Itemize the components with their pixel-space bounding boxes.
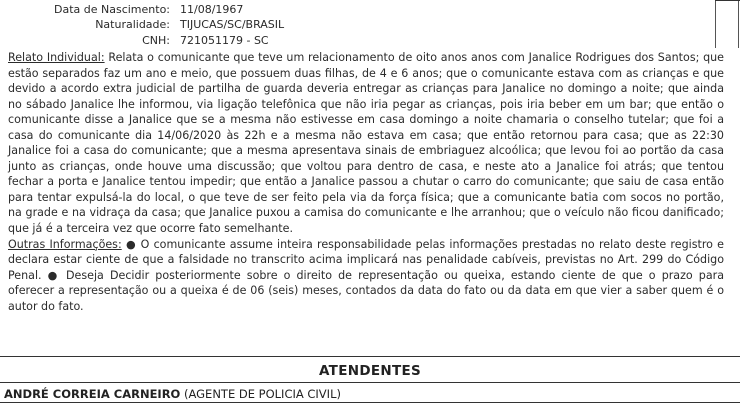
birthplace-value: TIJUCAS/SC/BRASIL (180, 18, 285, 31)
section-top-line (0, 356, 740, 357)
attendant-row (4, 387, 341, 401)
cnh-label: CNH: (142, 34, 170, 47)
birth-date-value: 11/08/1967 (180, 3, 244, 16)
section-bottom-line (0, 402, 740, 403)
outras-text: ● O comunicante assume inteira responsabilidade pelas informações prestadas no relato deste registro e declara estar ciente de que a falsidade no transcrito acima implicará nas penalidade cabíveis, previstas no Art. 299 do Código Penal. ● Deseja Decidir posteriormente sobre o direito de representação ou queixa, estando ciente de que o prazo para oferecer a representação ou a queixa é de 06 (seis) meses, contados da data do fato ou da data em que vier a saber quem é o autor do fato. (8, 237, 724, 313)
relato-label: Relato Individual: (8, 51, 105, 64)
outras-label: Outras Informações: (8, 237, 122, 251)
section-title: ATENDENTES (318, 363, 421, 379)
birth-date-label: Data de Nascimento: (53, 3, 170, 16)
cnh-value: 721051179 - SC (180, 34, 269, 47)
section-mid-line (0, 382, 740, 383)
relato-text: Relata o comunicante que teve um relacionamento de oito anos anos com Janalice Rodrigues dos Santos; que estão separados faz um ano e meio, que possuem duas filhas, de 4 e 6 anos; que o comunicante estava com as crianças e que devido a acordo extra judicial de partilha de guarda deveria entregar as crianças para Janalice no domingo a noite; que ainda no sábado Janalice lhe informou, via ligação telefônica que não iria pegar as crianças, pois iria beber em um bar; que então o comunicante disse a Janalice que se a mesma não estivesse em casa domingo a noite chamaria o conselho tutelar; que foi a casa do comunicante dia 14/06/2020 às 22h e a mesma não estava em casa; que então retornou para casa; que as 22:30 Janalice foi a casa do comunicante; que a mesma apresentava sinais de embriaguez alcoólica; que levou foi ao portão da casa junto as crianças, onde houve uma discussão; que voltou para dentro de casa, e neste ato a Janalice foi atrás; que tentou fechar a porta e Janalice tentou impedir; que então a Janalice passou a chutar o carro do comunicante; que saiu de casa então para tentar expulsá-la do local, o que teve de ser feito pela via da força física; que a comunicante batia com socos no portão, na grade e na vidraça da casa; que Janalice puxou a camisa do comunicante e lhe arranhou; que o veículo não ficou danificado; que já é a terceira vez que ocorre fato semelhante. (8, 51, 724, 236)
header-divider (715, 0, 740, 1)
report-body (8, 50, 724, 314)
attendant-role: (AGENTE DE POLICIA CIVIL) (180, 387, 341, 401)
attendant-name: ANDRÉ CORREIA CARNEIRO (4, 387, 181, 401)
right-border-box (715, 0, 739, 48)
birthplace-label: Naturalidade: (95, 18, 170, 31)
